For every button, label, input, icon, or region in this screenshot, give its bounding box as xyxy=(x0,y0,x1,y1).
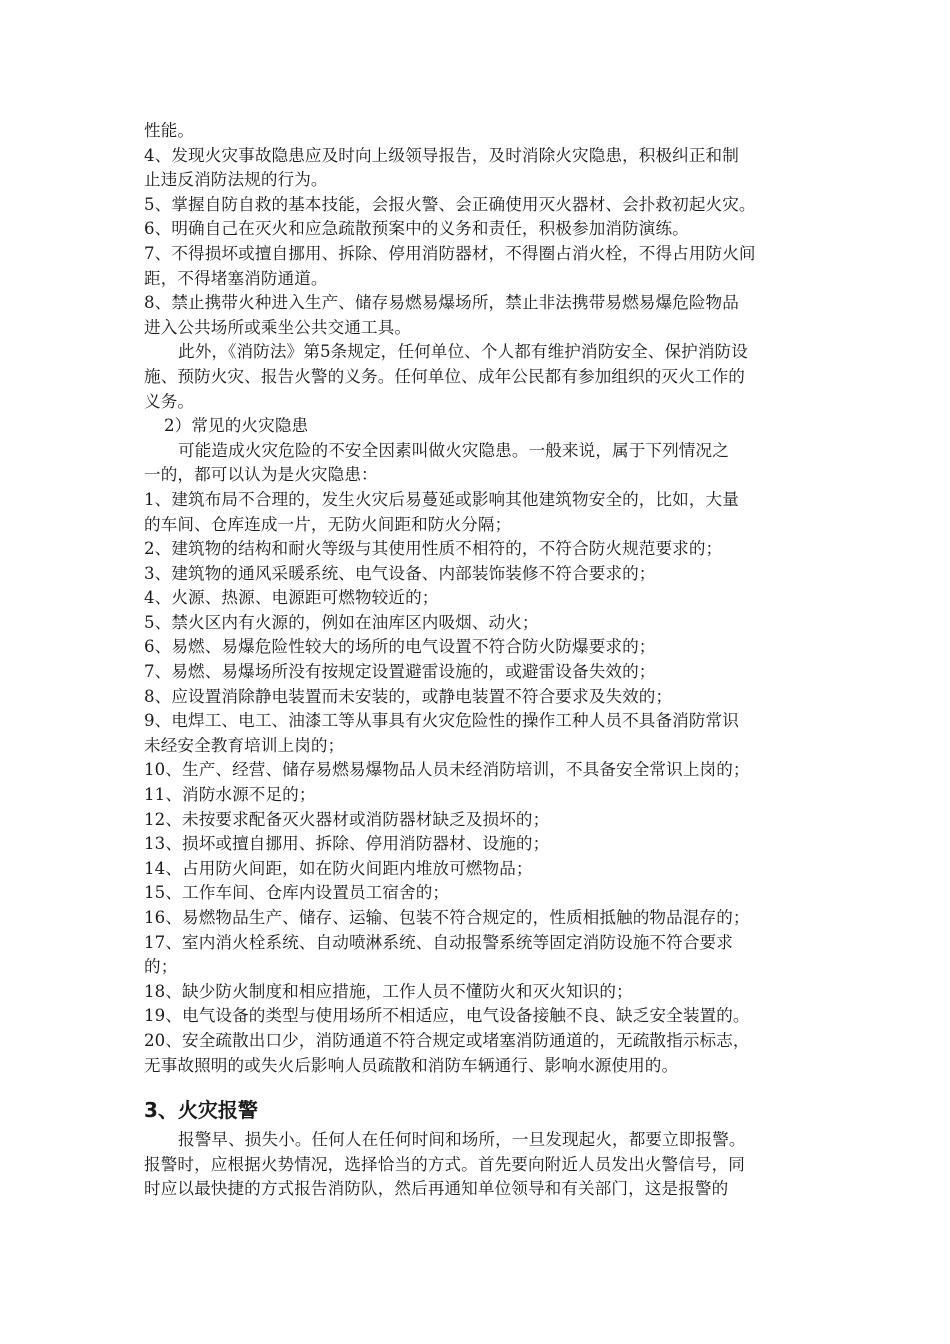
list-item: 18、缺少防火制度和相应措施，工作人员不懂防火和灭火知识的； xyxy=(144,981,633,1001)
list-item: 14、占用防火间距，如在防火间距内堆放可燃物品； xyxy=(144,858,533,878)
text-line: 可能造成火灾危险的不安全因素叫做火灾隐患。一般来说，属于下列情况之 xyxy=(178,440,729,460)
text-line: 性能。 xyxy=(144,121,195,140)
list-item: 20、安全疏散出口少，消防通道不符合规定或堵塞消防通道的，无疏散指示标志， xyxy=(144,1030,750,1050)
text-line: 6、明确自己在灭火和应急疏散预案中的义务和责任，积极参加消防演练。 xyxy=(144,219,689,239)
list-item: 2、建筑物的结构和耐火等级与其使用性质不相符的，不符合防火规范要求的； xyxy=(144,539,723,559)
list-item: 1、建筑布局不合理的，发生火灾后易蔓延或影响其他建筑物安全的，比如，大量 xyxy=(144,489,739,509)
list-item: 16、易燃物品生产、储存、运输、包装不符合规定的，性质相抵触的物品混存的； xyxy=(144,908,750,927)
text-line: 施、预防火灾、报告火警的义务。任何单位、成年公民都有参加组织的灭火工作的 xyxy=(144,366,745,386)
text-line: 时应以最快捷的方式报告消防队，然后再通知单位领导和有关部门，这是报警的 xyxy=(144,1179,729,1199)
list-item: 3、建筑物的通风采暖系统、电气设备、内部装饰装修不符合要求的； xyxy=(144,563,656,583)
list-item: 无事故照明的或失火后影响人员疏散和消防车辆通行、影响水源使用的。 xyxy=(144,1055,679,1075)
section-heading: 3、火灾报警 xyxy=(144,1098,258,1123)
list-item: 17、室内消火栓系统、自动喷淋系统、自动报警系统等固定消防设施不符合要求 xyxy=(144,932,733,952)
duties-list xyxy=(144,119,810,340)
list-item: 13、损坏或擅自挪用、拆除、停用消防器材、设施的； xyxy=(144,834,550,854)
text-line: 止违反消防法规的行为。 xyxy=(144,170,328,190)
list-item: 未经安全教育培训上岗的； xyxy=(144,735,345,755)
list-item: 12、未按要求配备灭火器材或消防器材缺乏及损坏的； xyxy=(144,809,550,829)
list-item: 8、应设置消除静电装置而未安装的，或静电装置不符合要求及失效的； xyxy=(144,686,673,706)
list-item: 4、火源、热源、电源距可燃物较近的； xyxy=(144,588,439,608)
list-item: 9、电焊工、电工、油漆工等从事具有火灾危险性的操作工种人员不具备消防常识 xyxy=(144,711,739,731)
text-line: 8、禁止携带火种进入生产、储存易燃易爆场所，禁止非法携带易燃易爆危险物品 xyxy=(144,293,739,313)
list-item: 11、消防水源不足的； xyxy=(144,785,316,805)
text-line: 报警早、损失小。任何人在任何时间和场所，一旦发现起火，都要立即报警。 xyxy=(178,1130,746,1150)
list-item: 10、生产、经营、储存易燃易爆物品人员未经消防培训，不具备安全常识上岗的； xyxy=(144,760,750,780)
hazard-intro-paragraph xyxy=(144,439,810,488)
document-body xyxy=(144,119,810,1202)
list-item: 5、禁火区内有火源的，例如在油库区内吸烟、动火； xyxy=(144,612,539,632)
text-line: 此外，《消防法》第5条规定，任何单位、个人都有维护消防安全、保护消防设 xyxy=(178,342,748,362)
list-item: 6、易燃、易爆危险性较大的场所的电气设置不符合防火防爆要求的； xyxy=(144,637,656,657)
list-item: 7、易燃、易爆场所没有按规定设置避雷设施的，或避雷设备失效的； xyxy=(144,662,656,682)
text-line: 距，不得堵塞消防通道。 xyxy=(144,268,328,288)
text-line: 5、掌握自防自救的基本技能，会报火警、会正确使用灭火器材、会扑救初起火灾。 xyxy=(144,194,756,214)
subheading: 2）常见的火灾隐患 xyxy=(164,416,309,436)
alarm-paragraph xyxy=(144,1128,810,1202)
hazard-list xyxy=(144,488,810,1078)
list-item: 的； xyxy=(144,957,178,977)
list-item: 的车间、仓库连成一片，无防火间距和防火分隔； xyxy=(144,514,512,534)
text-line: 报警时，应根据火势情况，选择恰当的方式。首先要向附近人员发出火警信号，同 xyxy=(144,1154,745,1174)
law-paragraph xyxy=(144,340,810,414)
text-line: 进入公共场所或乘坐公共交通工具。 xyxy=(144,317,412,337)
text-line: 义务。 xyxy=(144,391,195,411)
text-line: 一的，都可以认为是火灾隐患： xyxy=(144,465,378,485)
text-line: 7、不得损坏或擅自挪用、拆除、停用消防器材，不得圈占消火栓，不得占用防火间 xyxy=(144,243,756,263)
list-item: 19、电气设备的类型与使用场所不相适应，电气设备接触不良、缺乏安全装置的。 xyxy=(144,1006,750,1026)
list-item: 15、工作车间、仓库内设置员工宿舍的； xyxy=(144,883,450,903)
text-line: 4、发现火灾事故隐患应及时向上级领导报告，及时消除火灾隐患，积极纠正和制 xyxy=(144,145,739,165)
